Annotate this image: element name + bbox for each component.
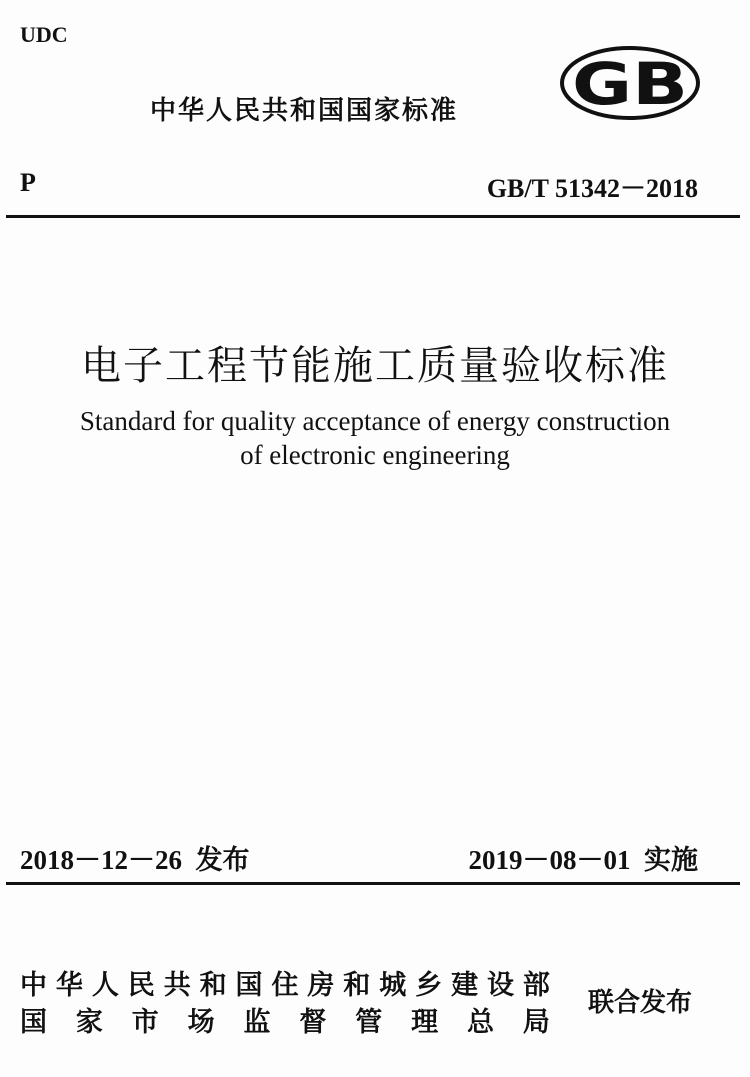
issue-label: 发布 xyxy=(195,845,250,876)
title-chinese: 电子工程节能施工质量验收标准 xyxy=(81,343,669,389)
joint-release: 联合发布 xyxy=(588,988,693,1018)
bottom-divider xyxy=(6,882,740,885)
publisher-char: 局 xyxy=(522,1007,550,1038)
publisher-line1 xyxy=(20,963,550,1002)
title-english-line2: of electronic engineering xyxy=(240,440,510,470)
publisher-char: 中 xyxy=(20,970,47,1001)
publisher-char: 监 xyxy=(243,1007,271,1038)
title-english-line1: Standard for quality acceptance of energy construction xyxy=(79,406,671,436)
publisher-char: 共 xyxy=(163,970,191,1001)
udc-label: UDC xyxy=(20,22,68,47)
publisher-char: 督 xyxy=(299,1007,327,1038)
standard-type: 中华人民共和国国家标准 xyxy=(150,96,459,126)
top-divider xyxy=(6,215,740,218)
publisher-char: 建 xyxy=(451,970,479,1001)
issue-date: 2018－12－26 xyxy=(20,845,182,875)
publisher-char: 和 xyxy=(343,970,371,1001)
publisher-char: 场 xyxy=(187,1007,215,1038)
title-english xyxy=(0,404,750,472)
implement-date-block xyxy=(469,838,699,877)
publisher-char: 国 xyxy=(20,1007,47,1038)
issue-date-block xyxy=(20,838,250,877)
publisher-char: 国 xyxy=(235,970,263,1001)
implement-date: 2019－08－01 xyxy=(468,845,631,875)
publisher-char: 总 xyxy=(467,1007,494,1038)
publisher-char: 部 xyxy=(522,970,550,1001)
publisher-char: 房 xyxy=(307,970,335,1001)
publisher-char: 住 xyxy=(271,970,299,1001)
implement-label: 实施 xyxy=(644,845,698,876)
publisher-char: 人 xyxy=(91,970,119,1001)
publisher-char: 市 xyxy=(131,1007,159,1038)
publisher-char: 管 xyxy=(355,1007,383,1038)
publisher-char: 和 xyxy=(199,970,227,1001)
gb-logo xyxy=(560,46,700,120)
publisher-char: 乡 xyxy=(415,970,443,1001)
publisher-char: 城 xyxy=(379,970,407,1001)
publisher-char: 设 xyxy=(486,970,514,1001)
publisher-char: 家 xyxy=(75,1007,103,1038)
publisher-char: 民 xyxy=(127,970,155,1001)
gb-logo-text: GB xyxy=(572,50,688,118)
publisher-char: 理 xyxy=(411,1007,439,1038)
publisher-char: 华 xyxy=(55,970,83,1001)
standard-number: GB/T 51342－2018 xyxy=(486,174,698,203)
publisher-line2 xyxy=(20,1000,550,1039)
classification-code: P xyxy=(20,168,36,197)
